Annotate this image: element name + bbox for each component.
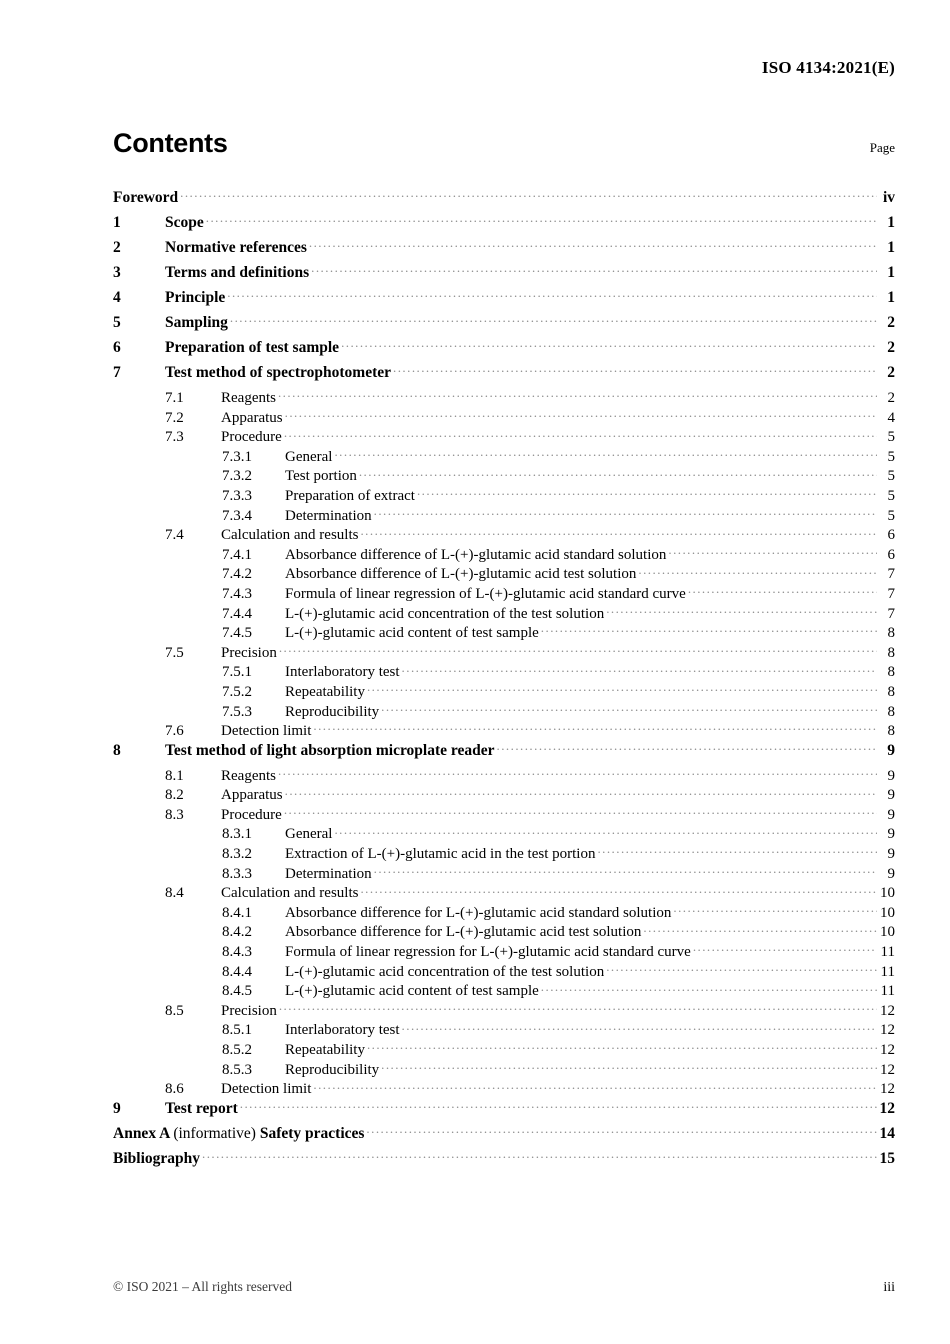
toc-leader-dots <box>206 211 877 227</box>
toc-entry[interactable] <box>113 1077 895 1097</box>
toc-leader-dots <box>402 1018 877 1034</box>
toc-leader-dots <box>673 901 877 917</box>
toc-leader-dots <box>367 1038 877 1054</box>
toc-entry-label: Preparation of extract <box>285 487 415 504</box>
toc-entry-label: Absorbance difference of L-(+)-glutamic acid standard solution <box>285 546 667 563</box>
toc-leader-dots <box>360 523 877 539</box>
toc-leader-dots <box>497 739 877 755</box>
toc-entry[interactable] <box>113 186 895 211</box>
page-column-header: Page <box>869 140 895 155</box>
toc-entry-label: Test portion <box>285 468 357 485</box>
toc-entry-number: 7.3.3 <box>222 487 252 504</box>
toc-leader-dots <box>417 484 877 500</box>
page-footer <box>113 1279 895 1296</box>
toc-entry-page-number: 6 <box>887 527 895 544</box>
toc-entry-page-number: 7 <box>887 585 895 602</box>
toc-entry-label: Repeatability <box>285 683 365 700</box>
contents-title-row <box>113 130 895 157</box>
toc-entry-page-number: 11 <box>880 963 895 980</box>
toc-leader-dots <box>374 862 877 878</box>
toc-entry-page-number: 5 <box>887 448 895 465</box>
toc-entry-page-number: 2 <box>887 390 895 406</box>
toc-entry-label: Calculation and results <box>221 527 359 544</box>
toc-entry-page-number: 5 <box>887 468 895 485</box>
toc-entry-page-number: 12 <box>880 1061 895 1078</box>
toc-entry-label: L-(+)-glutamic acid content of test sample <box>285 983 539 1000</box>
toc-entry-page-number: 15 <box>879 1149 895 1167</box>
toc-entry[interactable] <box>113 842 895 862</box>
toc-leader-dots <box>284 803 877 819</box>
toc-entry[interactable] <box>113 1122 895 1147</box>
toc-entry-page-number: 9 <box>887 846 895 863</box>
toc-entry[interactable] <box>113 881 895 901</box>
toc-leader-dots <box>668 543 877 559</box>
toc-entry-number: 7.4.4 <box>222 605 252 622</box>
toc-entry-number: 7.3.1 <box>222 448 252 465</box>
toc-entry-label: Apparatus <box>221 409 283 426</box>
toc-entry[interactable] <box>113 1058 895 1078</box>
toc-entry[interactable] <box>113 286 895 311</box>
toc-entry[interactable] <box>113 621 895 641</box>
toc-entry-page-number: 14 <box>879 1124 895 1142</box>
toc-leader-dots <box>360 881 877 897</box>
toc-entry[interactable] <box>113 783 895 803</box>
toc-leader-dots <box>366 1122 877 1138</box>
toc-entry-label: Principle <box>165 289 226 306</box>
toc-entry-label: General <box>285 826 333 843</box>
toc-entry-label: Absorbance difference for L-(+)-glutamic acid standard solution <box>285 904 672 921</box>
toc-entry[interactable] <box>113 764 895 784</box>
toc-entry[interactable] <box>113 822 895 842</box>
page-title: Contents <box>113 128 228 158</box>
toc-entry-number: 8.4.5 <box>222 983 252 1000</box>
toc-entry-label: Test report <box>165 1099 238 1117</box>
toc-entry-number: 8.4 <box>165 885 184 902</box>
toc-entry-number: 8.4.1 <box>222 904 252 921</box>
toc-entry-page-number: 8 <box>887 664 895 681</box>
toc-label-part: Annex A <box>113 1124 174 1142</box>
toc-entry-page-number: 8 <box>887 683 895 700</box>
toc-entry-number: 8.3.1 <box>222 826 252 843</box>
toc-entry-number: 8.5.2 <box>222 1042 252 1058</box>
toc-leader-dots <box>180 186 877 202</box>
toc-entry-page-number: 9 <box>887 865 895 882</box>
toc-entry[interactable] <box>113 445 895 465</box>
toc-entry-page-number: 10 <box>880 924 895 941</box>
toc-entry-number: 8.3 <box>165 806 184 823</box>
toc-entry-number: 9 <box>113 1099 121 1117</box>
toc-entry-number: 2 <box>113 239 121 256</box>
toc-leader-dots <box>240 1097 877 1113</box>
toc-entry[interactable] <box>113 504 895 524</box>
toc-leader-dots <box>311 261 877 277</box>
toc-leader-dots <box>381 700 877 716</box>
toc-entry-label <box>113 1125 364 1143</box>
toc-entry-page-number: 9 <box>887 787 895 804</box>
toc-entry-number: 8.6 <box>165 1081 184 1098</box>
toc-entry-label: Formula of linear regression of L-(+)-glutamic acid standard curve <box>285 585 686 602</box>
toc-entry-page-number: 10 <box>880 885 895 902</box>
toc-entry-number: 7 <box>113 364 121 381</box>
toc-leader-dots <box>402 660 877 676</box>
toc-entry-number: 8.3.2 <box>222 846 252 863</box>
toc-leader-dots <box>285 783 877 799</box>
toc-leader-dots <box>334 822 877 838</box>
toc-entry-page-number: 8 <box>887 703 895 720</box>
toc-entry[interactable] <box>113 464 895 484</box>
toc-entry-page-number: 4 <box>887 409 895 426</box>
toc-entry[interactable] <box>113 960 895 980</box>
toc-entry-number: 8.5 <box>165 1002 184 1019</box>
toc-leader-dots <box>359 464 877 480</box>
toc-entry[interactable] <box>113 1038 895 1058</box>
toc-entry-label: Calculation and results <box>221 885 359 902</box>
toc-leader-dots <box>227 286 877 302</box>
toc-entry-page-number: 1 <box>887 264 895 281</box>
toc-leader-dots <box>367 680 877 696</box>
toc-leader-dots <box>313 719 877 735</box>
toc-leader-dots <box>313 1077 877 1093</box>
toc-entry-page-number: 11 <box>880 983 895 1000</box>
toc-entry[interactable] <box>113 940 895 960</box>
toc-leader-dots <box>284 425 877 441</box>
toc-entry-number: 7.4.3 <box>222 585 252 602</box>
toc-entry-number: 8.4.3 <box>222 944 252 961</box>
toc-entry[interactable] <box>113 543 895 563</box>
toc-entry-label: Interlaboratory test <box>285 1022 400 1039</box>
toc-entry-number: 7.4.5 <box>222 625 252 642</box>
toc-leader-dots <box>334 445 877 461</box>
toc-entry-number: 7.1 <box>165 390 184 406</box>
toc-leader-dots <box>278 386 877 402</box>
toc-entry[interactable] <box>113 582 895 602</box>
toc-entry-label: Precision <box>221 1002 277 1019</box>
toc-entry[interactable] <box>113 1147 895 1172</box>
toc-entry[interactable] <box>113 484 895 504</box>
toc-leader-dots <box>285 406 877 422</box>
copyright-notice: © ISO 2021 – All rights reserved <box>113 1279 292 1294</box>
toc-entry[interactable] <box>113 425 895 445</box>
toc-entry[interactable] <box>113 361 895 386</box>
toc-entry-label: Determination <box>285 865 372 882</box>
toc-entry[interactable] <box>113 311 895 336</box>
toc-leader-dots <box>693 940 877 956</box>
toc-entry-label: Bibliography <box>113 1149 200 1167</box>
toc-leader-dots <box>279 999 877 1015</box>
toc-entry-page-number: 7 <box>887 605 895 622</box>
toc-entry-label: Repeatability <box>285 1042 365 1058</box>
toc-entry-page-number: 2 <box>887 339 895 356</box>
toc-label-part: (informative) <box>173 1124 256 1142</box>
toc-entry[interactable] <box>113 406 895 426</box>
toc-leader-dots <box>541 979 877 995</box>
toc-entry-label: Absorbance difference of L-(+)-glutamic acid test solution <box>285 566 637 583</box>
toc-entry-number: 8.5.1 <box>222 1022 252 1039</box>
toc-leader-dots <box>606 960 877 976</box>
toc-entry-number: 7.4.1 <box>222 546 252 563</box>
toc-leader-dots <box>541 621 877 637</box>
toc-entry-number: 7.5 <box>165 644 184 661</box>
toc-entry[interactable] <box>113 999 895 1019</box>
toc-entry[interactable] <box>113 862 895 882</box>
toc-entry-number: 3 <box>113 264 121 281</box>
toc-leader-dots <box>393 361 877 377</box>
toc-entry[interactable] <box>113 901 895 921</box>
toc-leader-dots <box>597 842 877 858</box>
toc-entry-number: 1 <box>113 214 121 231</box>
toc-entry-page-number: 12 <box>880 1042 895 1058</box>
toc-entry-number: 7.5.3 <box>222 703 252 720</box>
toc-entry-label: Reagents <box>221 390 276 406</box>
table-of-contents <box>113 186 895 1172</box>
toc-entry-label: Preparation of test sample <box>165 339 340 356</box>
toc-entry-label: Sampling <box>165 314 228 331</box>
toc-leader-dots <box>278 764 877 780</box>
toc-entry-page-number: 1 <box>887 214 895 231</box>
toc-entry-label: Procedure <box>221 429 282 446</box>
toc-entry[interactable] <box>113 236 895 261</box>
toc-entry-page-number: 9 <box>887 767 895 784</box>
toc-leader-dots <box>643 920 877 936</box>
toc-entry-number: 6 <box>113 339 121 356</box>
document-reference-header: ISO 4134:2021(E) <box>761 58 895 77</box>
toc-entry-number: 8 <box>113 741 121 759</box>
toc-entry-page-number: 8 <box>887 723 895 740</box>
toc-entry-page-number: 5 <box>887 507 895 524</box>
toc-entry-page-number: 1 <box>887 289 895 306</box>
toc-entry-label: Interlaboratory test <box>285 664 400 681</box>
toc-entry[interactable] <box>113 641 895 661</box>
toc-entry[interactable] <box>113 211 895 236</box>
toc-entry-label: Test method of spectrophotometer <box>165 364 392 381</box>
toc-entry-label: General <box>285 448 333 465</box>
toc-entry-label: Absorbance difference for L-(+)-glutamic acid test solution <box>285 924 642 941</box>
toc-entry-label: Procedure <box>221 806 282 823</box>
toc-entry[interactable] <box>113 979 895 999</box>
toc-entry-number: 7.5.2 <box>222 683 252 700</box>
toc-entry-label: Foreword <box>113 189 179 206</box>
toc-entry-label: Determination <box>285 507 372 524</box>
toc-entry-page-number: 8 <box>887 625 895 642</box>
toc-entry[interactable] <box>113 680 895 700</box>
toc-entry-number: 7.6 <box>165 723 184 740</box>
toc-entry-label: Reproducibility <box>285 703 380 720</box>
toc-entry-page-number: 2 <box>887 364 895 381</box>
toc-entry-page-number: 5 <box>887 429 895 446</box>
toc-entry[interactable] <box>113 602 895 622</box>
toc-entry-page-number: 10 <box>880 904 895 921</box>
toc-entry[interactable] <box>113 261 895 286</box>
toc-entry[interactable] <box>113 562 895 582</box>
toc-entry[interactable] <box>113 719 895 739</box>
toc-entry-page-number: 5 <box>887 487 895 504</box>
toc-entry-label: Detection limit <box>221 723 312 740</box>
toc-entry-page-number: 9 <box>887 741 895 759</box>
toc-entry-page-number: 8 <box>887 644 895 661</box>
toc-entry-number: 7.3 <box>165 429 184 446</box>
toc-entry[interactable] <box>113 739 895 764</box>
toc-entry-label: Extraction of L-(+)-glutamic acid in the test portion <box>285 846 596 863</box>
toc-entry[interactable] <box>113 336 895 361</box>
toc-entry[interactable] <box>113 523 895 543</box>
toc-entry-page-number: 12 <box>880 1002 895 1019</box>
toc-leader-dots <box>606 602 877 618</box>
toc-entry-label: Formula of linear regression for L-(+)-glutamic acid standard curve <box>285 944 691 961</box>
toc-entry[interactable] <box>113 1097 895 1122</box>
toc-entry-number: 4 <box>113 289 121 306</box>
toc-entry-page-number: 9 <box>887 806 895 823</box>
toc-entry-label: L-(+)-glutamic acid concentration of the test solution <box>285 605 605 622</box>
toc-entry-page-number: 12 <box>880 1022 895 1039</box>
toc-leader-dots <box>638 562 877 578</box>
toc-entry-number: 8.1 <box>165 767 184 784</box>
toc-entry-page-number: iv <box>882 189 895 206</box>
toc-entry-page-number: 12 <box>879 1099 895 1117</box>
toc-leader-dots <box>202 1147 877 1163</box>
toc-entry-label: Precision <box>221 644 277 661</box>
toc-entry-page-number: 6 <box>887 546 895 563</box>
toc-entry[interactable] <box>113 700 895 720</box>
toc-leader-dots <box>341 336 877 352</box>
toc-entry-label: Terms and definitions <box>165 264 310 281</box>
toc-entry-page-number: 11 <box>880 944 895 961</box>
toc-entry-page-number: 9 <box>887 826 895 843</box>
toc-leader-dots <box>381 1058 877 1074</box>
toc-entry-label: Reproducibility <box>285 1061 380 1078</box>
toc-leader-dots <box>309 236 877 252</box>
toc-entry-label: L-(+)-glutamic acid concentration of the test solution <box>285 963 605 980</box>
toc-leader-dots <box>230 311 877 327</box>
toc-entry[interactable] <box>113 803 895 823</box>
toc-entry-label: Reagents <box>221 767 276 784</box>
toc-entry-label: Test method of light absorption microplate reader <box>165 741 495 759</box>
toc-entry[interactable] <box>113 386 895 406</box>
toc-entry-number: 8.4.4 <box>222 963 252 980</box>
toc-entry[interactable] <box>113 920 895 940</box>
toc-entry-number: 8.4.2 <box>222 924 252 941</box>
toc-entry-page-number: 7 <box>887 566 895 583</box>
toc-entry-number: 7.4.2 <box>222 566 252 583</box>
toc-entry-number: 8.5.3 <box>222 1061 252 1078</box>
toc-entry-number: 8.2 <box>165 787 184 804</box>
toc-leader-dots <box>374 504 877 520</box>
toc-label-part: Safety practices <box>255 1124 365 1142</box>
toc-entry-page-number: 1 <box>887 239 895 256</box>
toc-entry-number: 7.5.1 <box>222 664 252 681</box>
toc-entry-label: L-(+)-glutamic acid content of test sample <box>285 625 539 642</box>
toc-entry-label: Apparatus <box>221 787 283 804</box>
toc-entry-number: 7.4 <box>165 527 184 544</box>
toc-entry-number: 7.3.4 <box>222 507 252 524</box>
toc-entry[interactable] <box>113 1018 895 1038</box>
toc-entry[interactable] <box>113 660 895 680</box>
toc-leader-dots <box>279 641 877 657</box>
toc-entry-number: 8.3.3 <box>222 865 252 882</box>
toc-entry-page-number: 2 <box>887 314 895 331</box>
toc-entry-label: Normative references <box>165 239 307 256</box>
page-folio: iii <box>883 1280 895 1295</box>
toc-leader-dots <box>688 582 877 598</box>
toc-entry-page-number: 12 <box>880 1081 895 1098</box>
toc-entry-number: 7.2 <box>165 409 184 426</box>
toc-entry-number: 5 <box>113 314 121 331</box>
toc-entry-label: Detection limit <box>221 1081 312 1098</box>
toc-entry-number: 7.3.2 <box>222 468 252 485</box>
toc-entry-label: Scope <box>165 214 204 231</box>
